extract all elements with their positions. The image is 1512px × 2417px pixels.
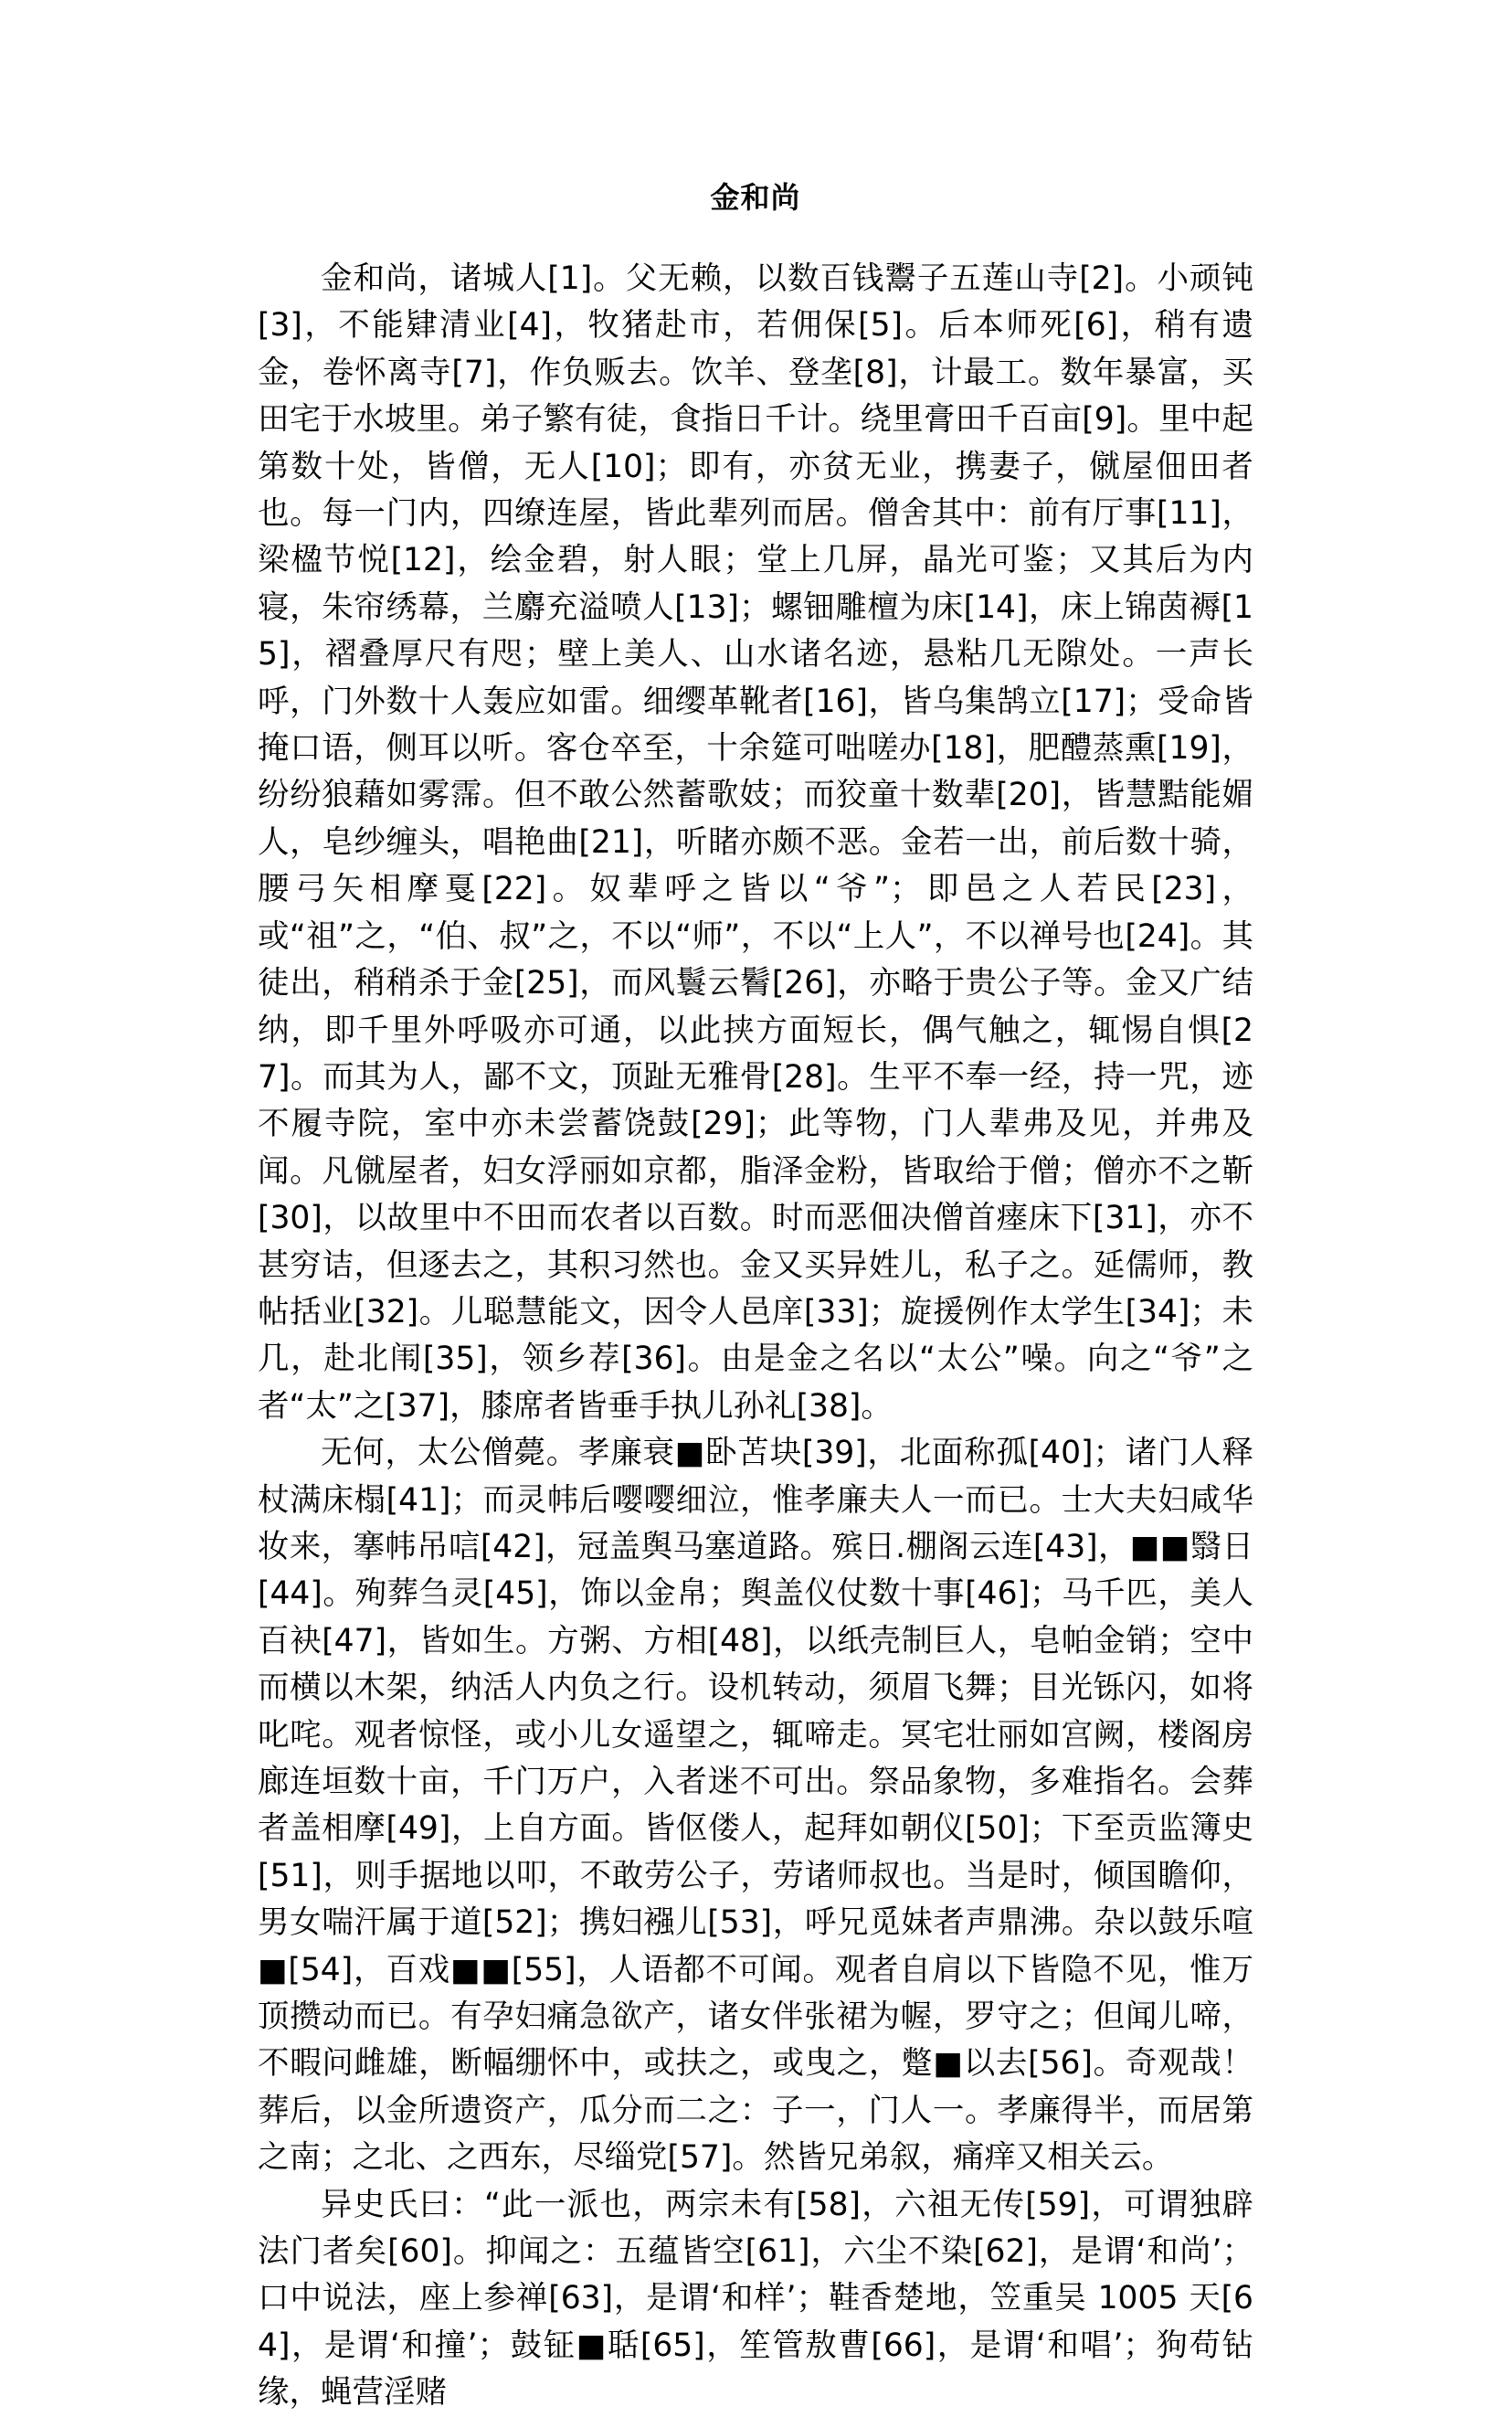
paragraph-3: 异史氏曰：“此一派也，两宗未有[58]，六祖无传[59]，可谓独辟法门者矣[60]。抑闻之：五蕴皆空[61]，六尘不染[62]，是谓‘和尚’；口中说法，座上参禅[63]，是谓‘和样’；鞋香楚地，笠重吴 1005 天[64]，是谓‘和撞’；鼓钲■聒[65]，笙管敖曹[66]，是谓‘和唱’；狗苟钻缘，蝇营淫赌 <box>258 2186 1253 2412</box>
paragraph-2: 无何，太公僧薨。孝廉衰■卧苫块[39]，北面称孤[40]；诸门人释杖满床榻[41]；而灵帏后嘤嘤细泣，惟孝廉夫人一而已。士大夫妇咸华妆来，搴帏吊唁[42]，冠盖舆马塞道路。殡日.棚阁云连[43]，■■翳日[44]。殉葬刍灵[45]，饰以金帛；舆盖仪仗数十事[46]；马千匹，美人百袂[47]，皆如生。方粥、方相[48]，以纸壳制巨人，皂帕金销；空中而横以木架，纳活人内负之行。设机转动，须眉飞舞；目光铄闪，如将叱咤。观者惊怪，或小儿女遥望之，辄啼走。冥宅壮丽如宫阙，楼阁房廊连垣数十亩，千门万户，入者迷不可出。祭品象物，多难指名。会葬者盖相摩[49]，上自方面。皆伛偻人，起拜如朝仪[50]；下至贡监簿史[51]，则手据地以叩，不敢劳公子，劳诸师叔也。当是时，倾国瞻仰，男女喘汗属于道[52]；携妇襁儿[53]，呼兄觅妹者声鼎沸。杂以鼓乐喧■[54]，百戏■■[55]，人语都不可闻。观者自肩以下皆隐不见，惟万顶攒动而已。有孕妇痛急欲产，诸女伴张裙为幄，罗守之；但闻儿啼，不暇问雌雄，断幅绷怀中，或扶之，或曳之，蹩■以去[56]。奇观哉！葬后，以金所遗资产，瓜分而二之：子一，门人一。孝廉得半，而居第之南；之北、之西东，尽缁党[57]。然皆兄弟叙，痛痒又相关云。 <box>258 1435 1253 2177</box>
paragraph-1: 金和尚，诸城人[1]。父无赖，以数百钱鬻子五莲山寺[2]。小顽钝[3]，不能肄清业[4]，牧猪赴市，若佣保[5]。后本师死[6]，稍有遗金，卷怀离寺[7]，作负贩去。饮羊、登垄[8]，计最工。数年暴富，买田宅于水坡里。弟子繁有徒，食指日千计。绕里膏田千百亩[9]。里中起第数十处，皆僧，无人[10]；即有，亦贫无业，携妻子，僦屋佃田者也。每一门内，四缭连屋，皆此辈列而居。僧舍其中：前有厅事[11]，梁楹节悦[12]，绘金碧，射人眼；堂上几屏，晶光可鉴；又其后为内寝，朱帘绣幕，兰麝充溢喷人[13]；螺钿雕檀为床[14]，床上锦茵褥[15]，褶叠厚尺有咫；壁上美人、山水诸名迹，悬粘几无隙处。一声长呼，门外数十人轰应如雷。细缨革靴者[16]，皆乌集鹄立[17]；受命皆掩口语，侧耳以听。客仓卒至，十余筵可咄嗟办[18]，肥醴蒸熏[19]，纷纷狼藉如雾霈。但不敢公然蓄歌妓；而狡童十数辈[20]，皆慧黠能媚人，皂纱缠头，唱艳曲[21]，听睹亦颇不恶。金若一出，前后数十骑，腰弓矢相摩戛[22]。奴辈呼之皆以“爷”；即邑之人若民[23]，或“祖”之，“伯、叔”之，不以“师”，不以“上人”，不以禅号也[24]。其徒出，稍稍杀于金[25]，而风鬟云鬌[26]，亦略于贵公子等。金又广结纳，即千里外呼吸亦可通，以此挟方面短长，偶气触之，辄惕自惧[27]。而其为人，鄙不文，顶趾无雅骨[28]。生平不奉一经，持一咒，迹不履寺院，室中亦未尝蓄饶鼓[29]；此等物，门人辈弗及见，并弗及闻。凡僦屋者，妇女浮丽如京都，脂泽金粉，皆取给于僧；僧亦不之靳[30]，以故里中不田而农者以百数。时而恶佃决僧首瘗床下[31]，亦不甚穷诘，但逐去之，其积习然也。金又买异姓儿，私子之。延儒师，教帖括业[32]。儿聪慧能文，因令人邑庠[33]；旋援例作太学生[34]；未几，赴北闱[35]，领乡荐[36]。由是金之名以“太公”噪。向之“爷”之者“太”之[37]，膝席者皆垂手执儿孙礼[38]。 <box>258 260 1253 1425</box>
document-page <box>258 179 1253 2417</box>
document-title: 金和尚 <box>710 180 801 215</box>
